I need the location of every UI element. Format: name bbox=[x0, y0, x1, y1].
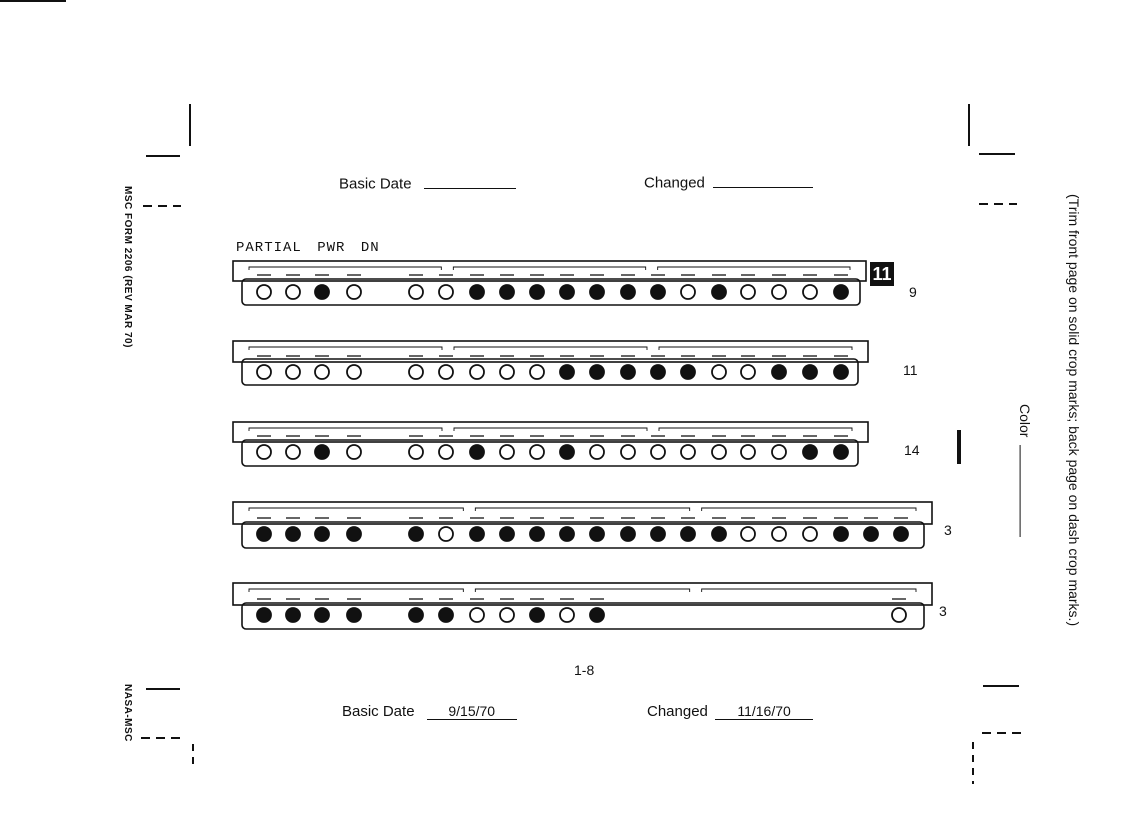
breaker-closed[interactable] bbox=[590, 445, 604, 459]
breaker-closed[interactable] bbox=[803, 285, 817, 299]
breaker-open[interactable] bbox=[470, 527, 484, 541]
breaker-open[interactable] bbox=[315, 527, 329, 541]
breaker-open[interactable] bbox=[834, 365, 848, 379]
breaker-closed[interactable] bbox=[530, 445, 544, 459]
agency-label: NASA-MSC bbox=[122, 684, 133, 742]
breaker-closed[interactable] bbox=[439, 445, 453, 459]
trim-note: (Trim front page on solid crop marks; back page on dash crop marks.) bbox=[1066, 194, 1082, 627]
breaker-group-bracket bbox=[249, 508, 916, 511]
breaker-closed[interactable] bbox=[409, 445, 423, 459]
breaker-open[interactable] bbox=[590, 365, 604, 379]
breaker-open[interactable] bbox=[315, 285, 329, 299]
breaker-closed[interactable] bbox=[621, 445, 635, 459]
breaker-open[interactable] bbox=[530, 285, 544, 299]
breaker-closed[interactable] bbox=[470, 365, 484, 379]
breaker-open[interactable] bbox=[347, 608, 361, 622]
breaker-closed[interactable] bbox=[892, 608, 906, 622]
breaker-open[interactable] bbox=[500, 527, 514, 541]
breaker-open[interactable] bbox=[834, 285, 848, 299]
panel-label-strip bbox=[233, 502, 932, 524]
breaker-closed[interactable] bbox=[772, 285, 786, 299]
breaker-group-bracket bbox=[249, 347, 852, 350]
breaker-open[interactable] bbox=[712, 285, 726, 299]
breaker-open[interactable] bbox=[530, 608, 544, 622]
breaker-open[interactable] bbox=[286, 527, 300, 541]
breaker-closed[interactable] bbox=[257, 445, 271, 459]
color-label-text: Color bbox=[1017, 404, 1033, 438]
footer-basic-date bbox=[342, 703, 517, 720]
breaker-open[interactable] bbox=[621, 527, 635, 541]
breaker-open[interactable] bbox=[257, 527, 271, 541]
breaker-board bbox=[242, 440, 858, 466]
breaker-closed[interactable] bbox=[286, 365, 300, 379]
breaker-closed[interactable] bbox=[439, 285, 453, 299]
breaker-open[interactable] bbox=[470, 445, 484, 459]
breaker-open[interactable] bbox=[409, 608, 423, 622]
header-changed-label: Changed bbox=[644, 174, 705, 192]
tab-number: 11 bbox=[872, 264, 892, 284]
breaker-closed[interactable] bbox=[347, 365, 361, 379]
header-basic-date-label: Basic Date bbox=[339, 175, 412, 193]
breaker-open[interactable] bbox=[894, 527, 908, 541]
breaker-board bbox=[242, 279, 860, 305]
breaker-open[interactable] bbox=[530, 527, 544, 541]
breaker-closed[interactable] bbox=[470, 608, 484, 622]
breaker-open[interactable] bbox=[590, 608, 604, 622]
form-id-label: MSC FORM 2206 (REV MAR 70) bbox=[122, 186, 133, 348]
breaker-closed[interactable] bbox=[409, 365, 423, 379]
breaker-closed[interactable] bbox=[530, 365, 544, 379]
footer-basic-date-label: Basic Date bbox=[342, 703, 415, 720]
breaker-board bbox=[242, 359, 858, 385]
breaker-closed[interactable] bbox=[439, 365, 453, 379]
breaker-panel bbox=[233, 502, 932, 548]
breaker-open[interactable] bbox=[560, 285, 574, 299]
footer-basic-date-value[interactable] bbox=[427, 703, 517, 720]
breaker-panel bbox=[233, 261, 866, 305]
breaker-closed[interactable] bbox=[500, 365, 514, 379]
panel-count: 3 bbox=[939, 603, 947, 619]
breaker-open[interactable] bbox=[651, 527, 665, 541]
breaker-closed[interactable] bbox=[409, 285, 423, 299]
breaker-closed[interactable] bbox=[712, 445, 726, 459]
breaker-open[interactable] bbox=[315, 608, 329, 622]
color-label bbox=[1017, 404, 1034, 537]
breaker-open[interactable] bbox=[772, 365, 786, 379]
breaker-closed[interactable] bbox=[741, 445, 755, 459]
breaker-group-bracket bbox=[249, 589, 916, 592]
breaker-open[interactable] bbox=[803, 365, 817, 379]
breaker-closed[interactable] bbox=[772, 445, 786, 459]
color-field[interactable] bbox=[1020, 445, 1034, 537]
breaker-panel bbox=[233, 341, 868, 385]
breaker-board bbox=[242, 603, 924, 629]
footer-changed-value[interactable] bbox=[715, 703, 813, 720]
footer-changed bbox=[647, 703, 813, 720]
breaker-open[interactable] bbox=[803, 445, 817, 459]
breaker-open[interactable] bbox=[681, 527, 695, 541]
breaker-closed[interactable] bbox=[803, 527, 817, 541]
breaker-board bbox=[242, 522, 924, 548]
panel-label-strip bbox=[233, 583, 932, 605]
breaker-group-bracket bbox=[249, 267, 850, 270]
breaker-open[interactable] bbox=[590, 285, 604, 299]
breaker-open[interactable] bbox=[864, 527, 878, 541]
page-number: 1-8 bbox=[574, 662, 595, 678]
section-title: PARTIAL PWR DN bbox=[236, 240, 380, 256]
breaker-open[interactable] bbox=[315, 445, 329, 459]
breaker-open[interactable] bbox=[834, 527, 848, 541]
breaker-open[interactable] bbox=[621, 285, 635, 299]
breaker-closed[interactable] bbox=[681, 285, 695, 299]
breaker-open[interactable] bbox=[651, 365, 665, 379]
panel-label-strip bbox=[233, 261, 866, 281]
breaker-panel bbox=[233, 583, 932, 629]
breaker-open[interactable] bbox=[439, 608, 453, 622]
breaker-closed[interactable] bbox=[315, 365, 329, 379]
footer-changed-text: 11/16/70 bbox=[737, 703, 791, 719]
breaker-closed[interactable] bbox=[286, 285, 300, 299]
panel-label-strip bbox=[233, 422, 868, 442]
breaker-closed[interactable] bbox=[286, 445, 300, 459]
breaker-open[interactable] bbox=[470, 285, 484, 299]
footer-changed-label: Changed bbox=[647, 703, 708, 720]
breaker-open[interactable] bbox=[347, 527, 361, 541]
breaker-closed[interactable] bbox=[347, 445, 361, 459]
breaker-closed[interactable] bbox=[681, 445, 695, 459]
breaker-closed[interactable] bbox=[741, 285, 755, 299]
breaker-open[interactable] bbox=[560, 527, 574, 541]
breaker-open[interactable] bbox=[500, 285, 514, 299]
breaker-panel bbox=[233, 422, 868, 466]
breaker-closed[interactable] bbox=[560, 608, 574, 622]
panel-count: 11 bbox=[903, 362, 918, 378]
breaker-closed[interactable] bbox=[257, 285, 271, 299]
breaker-closed[interactable] bbox=[439, 527, 453, 541]
panel-count: 3 bbox=[944, 522, 952, 538]
breaker-open[interactable] bbox=[409, 527, 423, 541]
panel-count: 14 bbox=[904, 442, 920, 458]
breaker-open[interactable] bbox=[257, 608, 271, 622]
breaker-open[interactable] bbox=[834, 445, 848, 459]
breaker-open[interactable] bbox=[712, 527, 726, 541]
breaker-closed[interactable] bbox=[772, 527, 786, 541]
breaker-open[interactable] bbox=[621, 365, 635, 379]
breaker-closed[interactable] bbox=[500, 608, 514, 622]
breaker-open[interactable] bbox=[286, 608, 300, 622]
breaker-open[interactable] bbox=[590, 527, 604, 541]
footer-basic-date-text: 9/15/70 bbox=[448, 703, 496, 719]
breaker-closed[interactable] bbox=[712, 365, 726, 379]
breaker-closed[interactable] bbox=[500, 445, 514, 459]
breaker-open[interactable] bbox=[681, 365, 695, 379]
breaker-closed[interactable] bbox=[257, 365, 271, 379]
breaker-closed[interactable] bbox=[741, 527, 755, 541]
breaker-open[interactable] bbox=[651, 285, 665, 299]
panel-count: 9 bbox=[909, 284, 917, 300]
breaker-group-bracket bbox=[249, 428, 852, 431]
breaker-closed[interactable] bbox=[347, 285, 361, 299]
breaker-open[interactable] bbox=[560, 445, 574, 459]
breaker-closed[interactable] bbox=[741, 365, 755, 379]
breaker-open[interactable] bbox=[560, 365, 574, 379]
breaker-closed[interactable] bbox=[651, 445, 665, 459]
